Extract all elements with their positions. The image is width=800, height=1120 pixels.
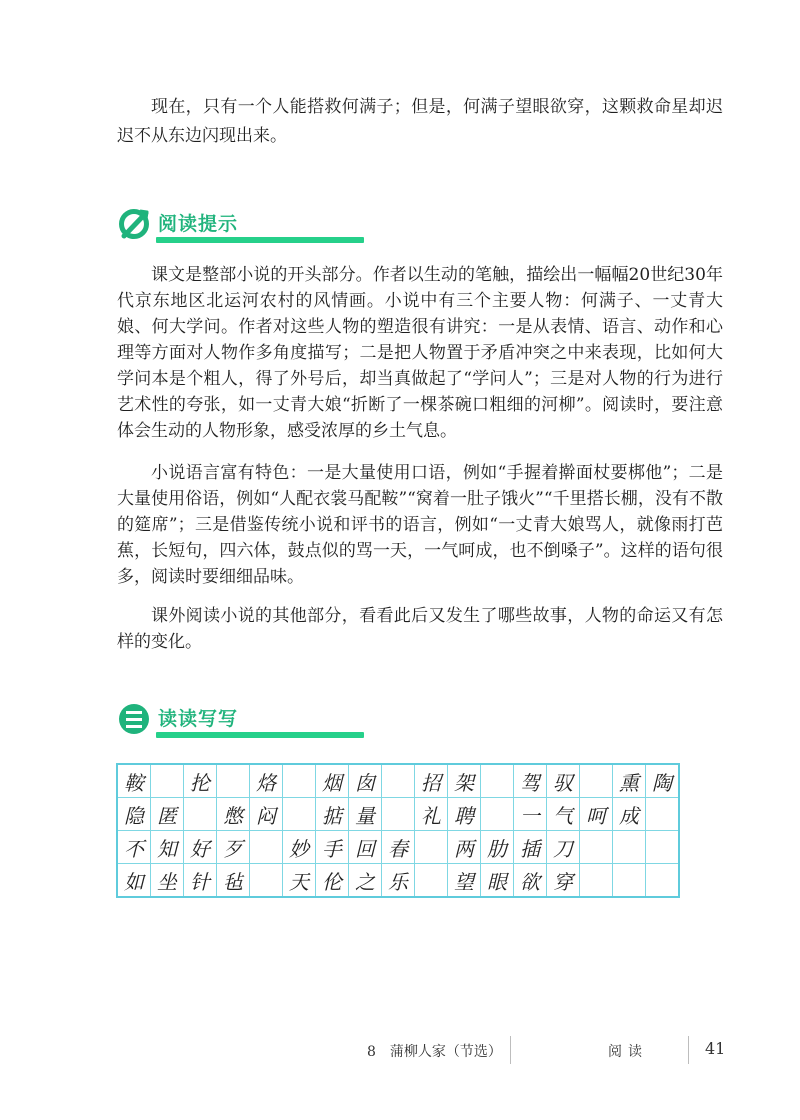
footer-divider [688,1036,689,1064]
read-write-icon [116,701,152,737]
grid-cell: 驾 [514,764,547,798]
grid-cell: 囱 [349,764,382,798]
grid-cell: 成 [613,798,646,831]
grid-cell: 毡 [217,864,250,898]
grid-cell: 穿 [547,864,580,898]
grid-cell: 聘 [448,798,481,831]
grid-row [117,764,679,798]
grid-cell: 呵 [580,798,613,831]
grid-cell: 天 [283,864,316,898]
grid-cell: 驭 [547,764,580,798]
grid-cell: 烙 [250,764,283,798]
grid-cell: 烟 [316,764,349,798]
grid-cell: 刀 [547,831,580,864]
grid-cell [415,831,448,864]
grid-cell [646,831,680,864]
grid-cell: 好 [184,831,217,864]
grid-row [117,831,679,864]
grid-cell [646,864,680,898]
footer-chapter: 8 蒲柳人家（节选） [367,1044,502,1060]
footer-divider [510,1036,511,1064]
grid-cell [646,798,680,831]
grid-cell [283,798,316,831]
character-table [116,763,680,898]
grid-cell: 招 [415,764,448,798]
grid-cell [250,831,283,864]
reading-tips-icon [116,206,152,242]
reading-tips-paragraph: 课外阅读小说的其他部分，看看此后又发生了哪些故事，人物的命运又有怎样的变化。 [117,606,723,652]
top-paragraph: 现在，只有一个人能搭救何满子；但是，何满子望眼欲穿，这颗救命星却迟迟不从东边闪现出来。 [117,97,723,146]
grid-cell: 掂 [316,798,349,831]
grid-cell: 一 [514,798,547,831]
grid-cell: 回 [349,831,382,864]
grid-cell: 匿 [151,798,184,831]
grid-cell: 手 [316,831,349,864]
heading-underline [156,237,364,243]
grid-cell: 妙 [283,831,316,864]
grid-cell: 眼 [481,864,514,898]
grid-cell [382,764,415,798]
grid-cell [613,864,646,898]
grid-cell: 鞍 [117,764,151,798]
footer-section: 阅读 [608,1044,648,1060]
grid-cell: 插 [514,831,547,864]
grid-cell [481,764,514,798]
grid-cell: 乐 [382,864,415,898]
grid-cell: 抡 [184,764,217,798]
grid-cell: 肋 [481,831,514,864]
grid-row [117,798,679,831]
grid-cell [151,764,184,798]
heading-underline [156,732,364,738]
grid-cell [283,764,316,798]
grid-cell: 憋 [217,798,250,831]
grid-cell: 坐 [151,864,184,898]
grid-cell: 隐 [117,798,151,831]
grid-cell: 针 [184,864,217,898]
grid-cell [580,864,613,898]
grid-cell: 量 [349,798,382,831]
read-write-title: 读读写写 [158,708,239,730]
grid-cell: 伦 [316,864,349,898]
grid-cell: 两 [448,831,481,864]
grid-row [117,864,679,898]
grid-cell [415,864,448,898]
grid-cell: 之 [349,864,382,898]
grid-cell: 欲 [514,864,547,898]
grid-cell: 歹 [217,831,250,864]
grid-cell: 不 [117,831,151,864]
grid-cell [184,798,217,831]
grid-cell [217,764,250,798]
grid-cell [250,864,283,898]
grid-cell [580,831,613,864]
page-number: 41 [705,1039,726,1058]
grid-cell: 架 [448,764,481,798]
grid-cell: 熏 [613,764,646,798]
reading-tips-title: 阅读提示 [158,213,239,235]
grid-cell: 气 [547,798,580,831]
vocabulary-grid [116,763,680,898]
grid-cell [580,764,613,798]
grid-cell: 望 [448,864,481,898]
grid-cell: 闷 [250,798,283,831]
grid-cell [481,798,514,831]
grid-cell: 知 [151,831,184,864]
grid-cell: 陶 [646,764,680,798]
grid-cell: 春 [382,831,415,864]
grid-cell [613,831,646,864]
grid-cell: 礼 [415,798,448,831]
reading-tips-paragraph: 小说语言富有特色：一是大量使用口语，例如“手握着擀面杖要梆他”；二是大量使用俗语，例如“人配衣裳马配鞍”“窝着一肚子饿火”“千里搭长棚，没有不散的筵席”；三是借鉴传统小说和评书的语言，例如“一丈青大娘骂人，就像雨打芭蕉，长短句，四六体，鼓点似的骂一天，一气呵成，也不倒嗓子”。这样的语句很多，阅读时要细细品味。 [117,463,723,587]
reading-tips-paragraph: 课文是整部小说的开头部分。作者以生动的笔触，描绘出一幅幅20世纪30年代京东地区北运河农村的风情画。小说中有三个主要人物：何满子、一丈青大娘、何大学问。作者对这些人物的塑造很有讲究：一是从表情、语言、动作和心理等方面对人物作多角度描写；二是把人物置于矛盾冲突之中来表现，比如何大学问本是个粗人，得了外号后，却当真做起了“学问人”；三是对人物的行为进行艺术性的夸张，如一丈青大娘“折断了一棵茶碗口粗细的河柳”。阅读时，要注意体会生动的人物形象，感受浓厚的乡土气息。 [117,265,723,441]
grid-cell: 如 [117,864,151,898]
grid-cell [382,798,415,831]
